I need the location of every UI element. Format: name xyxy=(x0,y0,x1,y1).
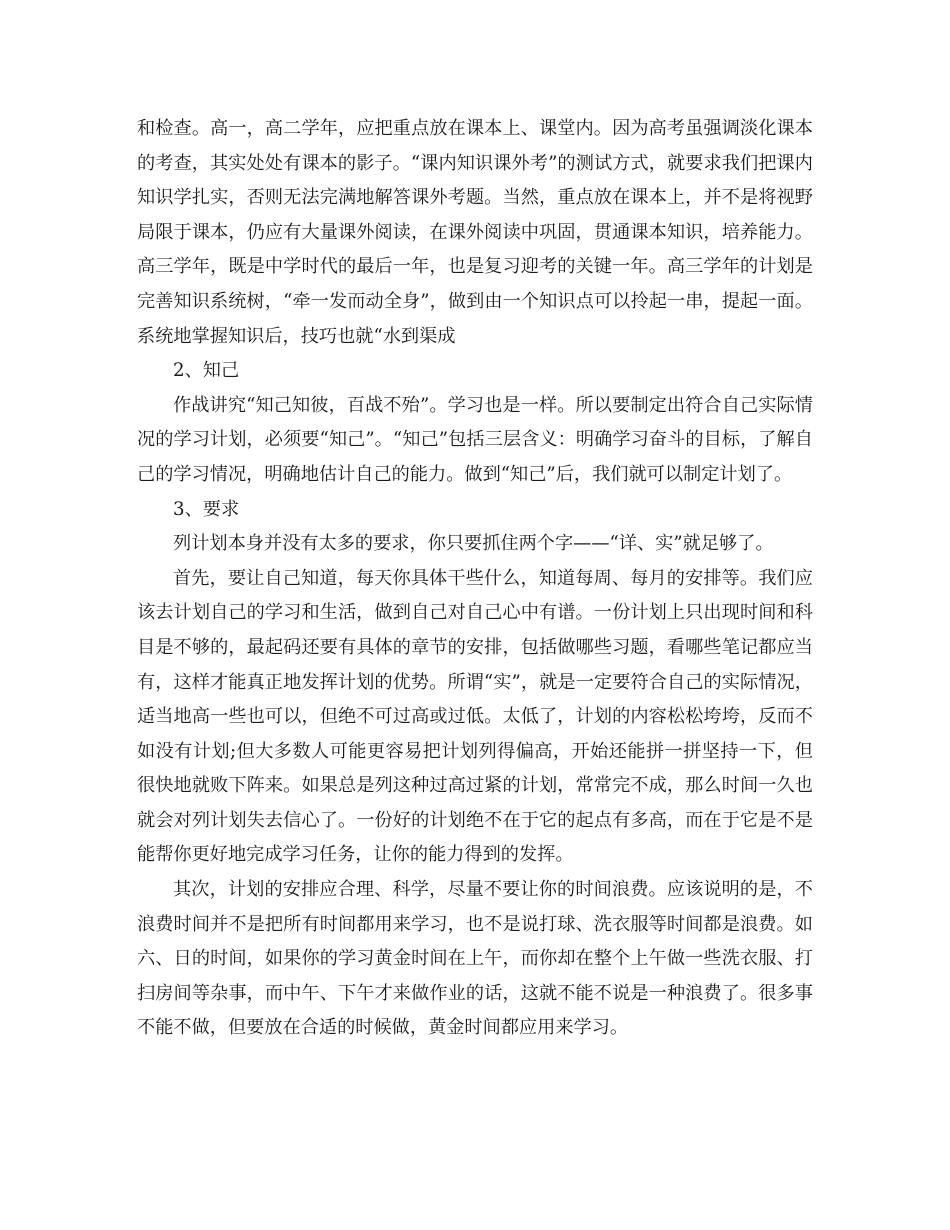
paragraph-second-point: 其次，计划的安排应合理、科学，尽量不要让你的时间浪费。应该说明的是，不浪费时间并不是把所有时间都用来学习，也不是说打球、洗衣服等时间都是浪费。如六、日的时间，如果你的学习黄金时间在上午，而你却在整个上午做一些洗衣服、打扫房间等杂事，而中午、下午才来做作业的话，这就不能不说是一种浪费了。很多事不能不做，但要放在合适的时候做，黄金时间都应用来学习。 xyxy=(137,879,813,1039)
document-body xyxy=(137,112,813,1046)
paragraph-know-yourself: 作战讲究“知己知彼，百战不殆”。学习也是一样。所以要制定出符合自己实际情况的学习计划，必须要“知己”。“知己”包括三层含义：明确学习奋斗的目标，了解自己的学习情况，明确地估计自己的能力。做到“知己”后，我们就可以制定计划了。 xyxy=(137,394,813,485)
paragraph-requirements-intro: 列计划本身并没有太多的要求，你只要抓住两个字——“详、实”就足够了。 xyxy=(173,533,774,555)
section-heading-requirements: 3、要求 xyxy=(173,498,240,520)
section-heading-know-yourself: 2、知己 xyxy=(173,360,240,382)
paragraph-first-point: 首先，要让自己知道，每天你具体干些什么，知道每周、每月的安排等。我们应该去计划自己的学习和生活，做到自己对自己心中有谱。一份计划上只出现时间和科目是不够的，最起码还要有具体的章节的安排，包括做哪些习题，看哪些笔记都应当有，这样才能真正地发挥计划的优势。所谓“实”，就是一定要符合自己的实际情况，适当地高一些也可以，但绝不可过高或过低。太低了，计划的内容松松垮垮，反而不如没有计划;但大多数人可能更容易把计划列得偏高，开始还能拼一拼坚持一下，但很快地就败下阵来。如果总是列这种过高过紧的计划，常常完不成，那么时间一久也就会对列计划失去信心了。一份好的计划绝不在于它的起点有多高，而在于它是不是能帮你更好地完成学习任务，让你的能力得到的发挥。 xyxy=(137,567,813,866)
paragraph-continuation: 和检查。高一，高二学年，应把重点放在课本上、课堂内。因为高考虽强调淡化课本的考查，其实处处有课本的影子。“课内知识课外考”的测试方式，就要求我们把课内知识学扎实，否则无法完满地解答课外考题。当然，重点放在课本上，并不是将视野局限于课本，仍应有大量课外阅读，在课外阅读中巩固，贯通课本知识，培养能力。高三学年，既是中学时代的最后一年，也是复习迎考的关键一年。高三学年的计划是完善知识系统树，“牵一发而动全身”，做到由一个知识点可以拎起一串，提起一面。系统地掌握知识后，技巧也就“水到渠成 xyxy=(137,118,813,347)
